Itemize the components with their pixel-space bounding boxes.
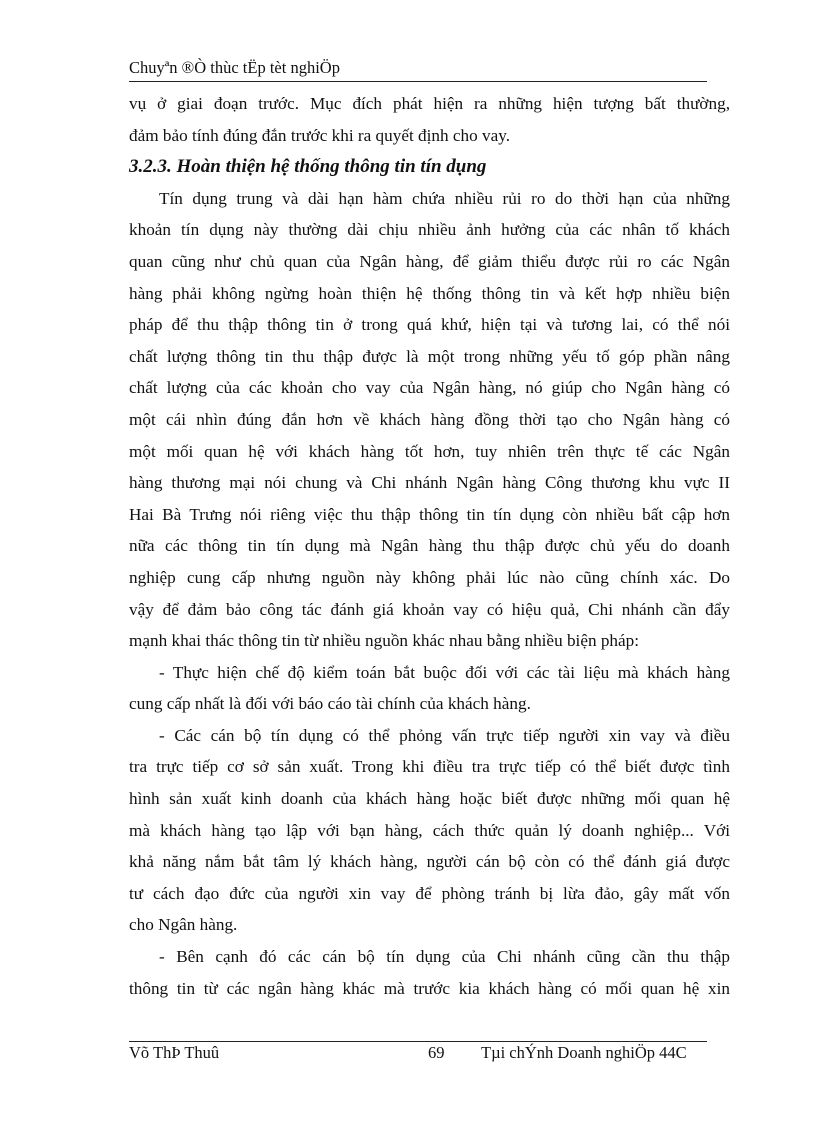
body-line: hàng thương mại nói chung và Chi nhánh Ngân hàng Công thương khu vực II: [129, 473, 730, 493]
footer-divider: [129, 1041, 707, 1042]
body-line: đảm bảo tính đúng đắn trước khi ra quyết định cho vay.: [129, 125, 511, 145]
document-body: [129, 88, 730, 1004]
body-line: chất lượng của các khoản cho vay của Ngân hàng, nó giúp cho Ngân hàng có: [129, 378, 730, 398]
body-line: một cái nhìn đúng đắn hơn về khách hàng đồng thời tạo cho Ngân hàng có: [129, 409, 730, 429]
body-line: khoản tín dụng này thường dài chịu nhiều ảnh hưởng của các nhân tố khách: [129, 220, 730, 240]
page-number: 69: [428, 1043, 445, 1062]
body-line: mạnh khai thác thông tin từ nhiều nguồn khác nhau bằng nhiều biện pháp:: [129, 631, 640, 651]
footer-author: Võ ThÞ Thuû: [129, 1043, 220, 1062]
body-line: nữa các thông tin tín dụng mà Ngân hàng thu thập được chủ yếu do doanh: [129, 536, 730, 556]
body-line: mà khách hàng tạo lập với bạn hàng, cách thức quản lý doanh nghiệp... Với: [129, 820, 730, 840]
footer-department: Tµi chÝnh Doanh nghiÖp 44C: [481, 1043, 687, 1062]
bullet-line: - Thực hiện chế độ kiểm toán bắt buộc đối với các tài liệu mà khách hàng: [159, 662, 730, 682]
body-line: chất lượng thông tin thu thập được là một trong những yếu tố góp phần nâng: [129, 346, 730, 366]
body-line: hàng phải không ngừng hoàn thiện hệ thống thông tin và kết hợp nhiều biện: [129, 283, 730, 303]
body-line: vụ ở giai đoạn trước. Mục đích phát hiện ra những hiện tượng bất thường,: [129, 94, 730, 113]
body-line: Hai Bà Trưng nói riêng việc thu thập thông tin tín dụng còn nhiều bất cập hơn: [129, 504, 730, 524]
running-header: Chuyªn ®Ò thùc tËp tèt nghiÖp: [129, 58, 340, 77]
section-heading: 3.2.3. Hoàn thiện hệ thống thông tin tín dụng: [129, 156, 487, 178]
body-line: tư cách đạo đức của người xin vay để phòng tránh bị lừa đảo, gây mất vốn: [129, 883, 730, 903]
body-line: khả năng nắm bắt tâm lý khách hàng, người cán bộ còn có thể đánh giá được: [129, 852, 730, 872]
body-line: cho Ngân hàng.: [129, 915, 238, 935]
header-divider: [129, 81, 707, 82]
body-line: vậy để đảm bảo công tác đánh giá khoản vay có hiệu quả, Chi nhánh cần đẩy: [129, 599, 730, 619]
bullet-line: - Bên cạnh đó các cán bộ tín dụng của Chi nhánh cũng cần thu thập: [159, 947, 730, 967]
body-line: hình sản xuất kinh doanh của khách hàng hoặc biết được những mối quan hệ: [129, 789, 730, 809]
body-line: pháp để thu thập thông tin ở trong quá khứ, hiện tại và tương lai, có thể nói: [129, 315, 730, 335]
body-line: Tín dụng trung và dài hạn hàm chứa nhiều rủi ro do thời hạn của những: [159, 188, 730, 208]
body-line: cung cấp nhất là đối với báo cáo tài chính của khách hàng.: [129, 694, 531, 714]
body-line: một mối quan hệ với khách hàng tốt hơn, tuy nhiên trên thực tế các Ngân: [129, 441, 730, 461]
body-line: thông tin từ các ngân hàng khác mà trước kia khách hàng có mối quan hệ xin: [129, 978, 730, 998]
bullet-line: - Các cán bộ tín dụng có thể phỏng vấn trực tiếp người xin vay và điều: [159, 725, 730, 745]
body-line: nghiệp cung cấp nhưng nguồn này không phải lúc nào cũng chính xác. Do: [129, 567, 730, 587]
body-line: quan cũng như chủ quan của Ngân hàng, để giảm thiểu được rủi ro các Ngân: [129, 251, 730, 271]
body-line: tra trực tiếp cơ sở sản xuất. Trong khi điều tra trực tiếp có thể biết được tình: [129, 757, 730, 777]
